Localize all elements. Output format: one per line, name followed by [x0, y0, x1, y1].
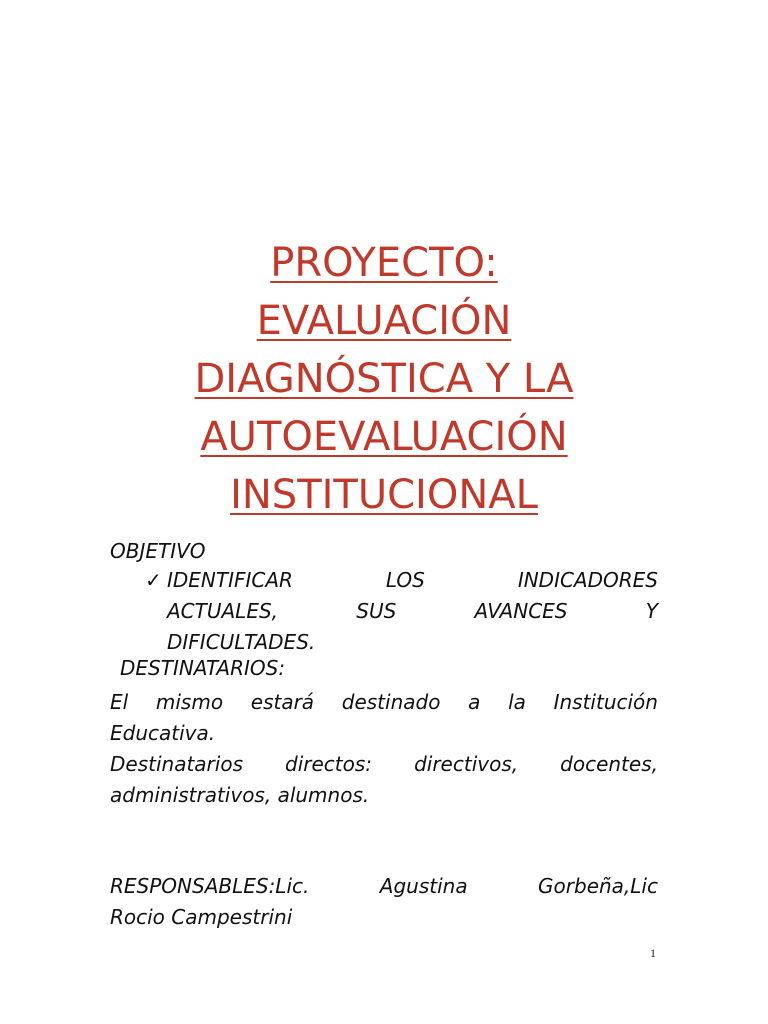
word: Agustina [379, 874, 468, 898]
word: INDICADORES [517, 568, 658, 592]
word: LOS [385, 568, 425, 592]
title-line-text: PROYECTO: [270, 240, 498, 286]
word: Y [645, 599, 658, 623]
word: directivos, [414, 752, 519, 776]
page-number: 1 [650, 946, 656, 960]
title-line [110, 466, 658, 524]
destinatarios-heading: DESTINATARIOS: [120, 656, 286, 680]
title-line [110, 292, 658, 350]
word: estará [250, 690, 315, 714]
document-title [110, 234, 658, 524]
objective-item [145, 565, 658, 654]
word: El [110, 690, 129, 714]
title-line-text: INSTITUCIONAL [230, 472, 538, 518]
word: la [508, 690, 526, 714]
justified-line [167, 596, 658, 627]
title-line [110, 350, 658, 408]
title-line-text: AUTOEVALUACIÓN [200, 414, 568, 460]
objetivo-heading: OBJETIVO [110, 539, 206, 563]
word: docentes, [560, 752, 658, 776]
justified-line [110, 871, 658, 902]
title-line-text: DIAGNÓSTICA Y LA [194, 356, 574, 402]
word: Gorbeña,Lic [538, 874, 658, 898]
objective-last-line: DIFICULTADES. [167, 630, 316, 654]
word: SUS [356, 599, 397, 623]
word: Institución [553, 690, 658, 714]
destinatarios-paragraphs [110, 687, 658, 811]
title-line-text: EVALUACIÓN [256, 298, 512, 344]
title-line [110, 234, 658, 292]
word: mismo [155, 690, 224, 714]
objective-text [167, 565, 658, 658]
word: RESPONSABLES:Lic. [110, 874, 310, 898]
justified-line [167, 565, 658, 596]
word: directos: [285, 752, 373, 776]
word: AVANCES [474, 599, 568, 623]
justified-line [110, 749, 658, 780]
word: IDENTIFICAR [167, 568, 293, 592]
justified-line [110, 687, 658, 718]
paragraph-last-line: administrativos, alumnos. [110, 783, 370, 807]
title-line [110, 408, 658, 466]
paragraph-last-line: Educativa. [110, 721, 216, 745]
responsables-last-line: Rocio Campestrini [110, 905, 293, 929]
responsables-section [110, 871, 658, 933]
word: a [468, 690, 481, 714]
word: Destinatarios [110, 752, 243, 776]
word: ACTUALES, [167, 599, 279, 623]
checkmark-icon: ✓ [145, 568, 162, 592]
word: destinado [341, 690, 441, 714]
